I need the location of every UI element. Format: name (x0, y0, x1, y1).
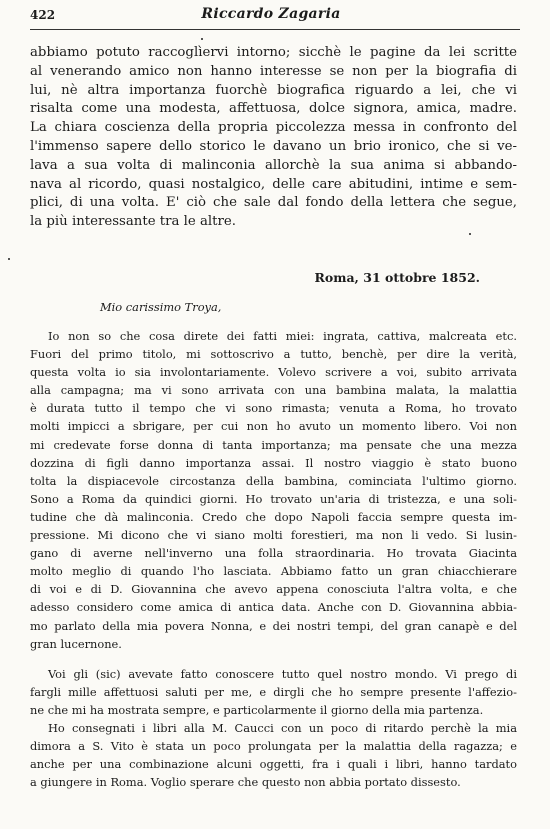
intro-line: la più interessante tra le altre. (30, 214, 236, 230)
header-rule (30, 29, 520, 30)
letter-line: gran lucernone. (30, 636, 122, 651)
letter-paragraph-1 (30, 327, 517, 653)
letter-line: questa volta io sia involontariamente. Volevo scrivere a voi, subito arrivata (30, 365, 517, 380)
letter-line: Fuori del primo titolo, mi sottoscrivo a tutto, benchè, per dire la verità, (30, 347, 517, 362)
letter-line: mo parlato della mia povera Nonna, e dei nostri tempi, del gran canapè e del (30, 618, 517, 633)
letter-line: a giungere in Roma. Voglio sperare che questo non abbia portato dissesto. (30, 775, 461, 790)
letter-line: alla campagna; ma vi sono arrivata con una bambina malata, la malattia (30, 383, 517, 398)
letter-line: Ho consegnati i libri alla M. Caucci con un poco di ritardo perchè la mia (48, 721, 517, 735)
letter-line: anche per una combinazione alcuni oggetti, fra i quali i libri, hanno tardato (30, 757, 517, 772)
letter-date: Roma, 31 ottobre 1852. (314, 270, 480, 285)
letter-line: è durata tutto il tempo che vi sono rimasta; venuta a Roma, ho trovato (30, 401, 517, 416)
intro-line: lava a sua volta di malinconia allorchè la sua anima si abbando- (30, 157, 517, 173)
letter-line: Voi gli (sic) avevate fatto conoscere tutto quel nostro mondo. Vi prego di (48, 667, 517, 681)
intro-line: risalta come una modesta, affettuosa, dolce signora, amica, madre. (30, 101, 517, 117)
letter-line: molti impicci a sbrigare, per cui non ho avuto un momento libero. Voi non (30, 419, 517, 434)
intro-paragraph (30, 44, 517, 232)
running-head (30, 8, 512, 30)
intro-line: lui, nè altra importanza fuorchè biografica riguardo a lei, che vi (30, 82, 517, 98)
letter-line: di voi e di D. Giovannina che avevo appena conosciuta l'altra volta, e che (30, 582, 517, 597)
letter-line: tolta la dispiacevole circostanza della bambina, cominciata l'ultimo giorno. (30, 473, 517, 488)
letter-line: mi credevate forse donna di tanta importanza; ma pensate che una mezza (30, 437, 517, 452)
letter-paragraph-3 (30, 719, 517, 791)
intro-line: al venerando amico non hanno interesse se non per la biografia di (30, 63, 517, 79)
letter-line: Sono a Roma da quindici giorni. Ho trovato un'aria di tristezza, e una soli- (30, 491, 517, 506)
intro-line: La chiara coscienza della propria piccolezza messa in confronto del (30, 120, 517, 136)
letter-line: dimora a S. Vito è stata un poco prolungata per la malattia della ragazza; e (30, 739, 517, 754)
letter-line: molto meglio di quando l'ho lasciata. Abbiamo fatto un gran chiacchierare (30, 564, 517, 579)
intro-line: nava al ricordo, quasi nostalgico, delle care abitudini, intime e sem- (30, 176, 517, 192)
letter-salutation: Mio carissimo Troya, (100, 300, 222, 314)
ink-speck (201, 38, 203, 40)
letter-line: dozzina di figli danno importanza assai. Il nostro viaggio è stato buono (30, 455, 517, 470)
running-title: Riccardo Zagaria (201, 6, 341, 22)
letter-line: Io non so che cosa direte dei fatti miei: ingrata, cattiva, malcreata etc. (48, 329, 517, 343)
letter-paragraph-2 (30, 665, 517, 719)
letter-line: ne che mi ha mostrata sempre, e particolarmente il giorno della mia partenza. (30, 703, 484, 718)
letter-line: pressione. Mi dicono che vi siano molti forestieri, ma non li vedo. Si lusin- (30, 528, 517, 543)
ink-speck (8, 258, 10, 260)
ink-speck (469, 233, 471, 235)
intro-line: l'immenso sapere dello storico le davano un brio ironico, che si ve- (30, 138, 517, 154)
letter-line: fargli mille affettuosi saluti per me, e dirgli che ho sempre presente l'affezio- (30, 685, 517, 700)
intro-line: plici, di una volta. E' ciò che sale dal fondo della lettera che segue, (30, 195, 517, 211)
intro-line: abbiamo potuto raccoglìervi intorno; sicchè le pagine da lei scritte (30, 45, 517, 60)
letter-line: tudine che dà malinconia. Credo che dopo Napoli faccia sempre questa im- (30, 509, 517, 524)
letter-line: adesso considero come amica di antica data. Anche con D. Giovannina abbia- (30, 600, 517, 615)
page-number: 422 (30, 8, 56, 22)
letter-line: gano di averne nell'inverno una folla straordinaria. Ho trovata Giacinta (30, 546, 517, 561)
